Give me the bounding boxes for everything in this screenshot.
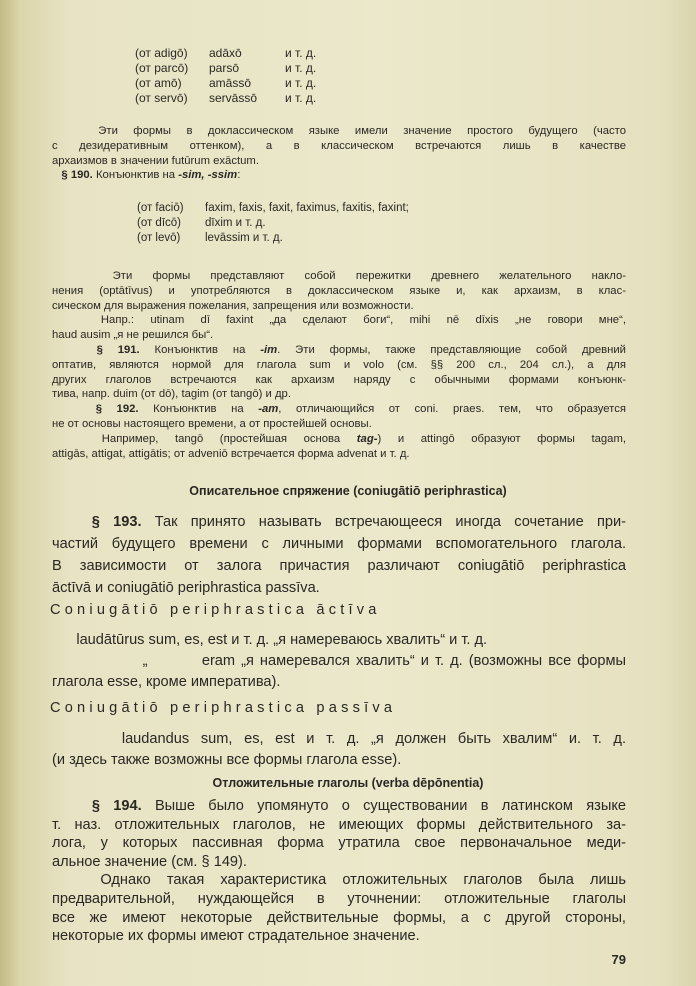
text-segment: тива, напр. duim (от dō), tagim (от tangō) и др. [52,388,291,401]
text-line [52,871,626,890]
text-segment: частий будущего времени с личными формами вспомогательного глагола. [52,536,626,552]
example-src: (от parcō) [135,61,189,75]
text-segment: архаизмов в значении futūrum exāctum. [52,154,259,167]
heading-passiva: Coniugātiō periphrastica passīva [50,700,397,716]
text-line [52,168,626,183]
text-segment: . Эти формы, также представляющие собой древний [277,343,626,356]
example-src: (от servō) [135,91,188,105]
text-segment: т. наз. отложительных глаголов, не имеющих формы действительного за- [52,816,626,833]
text-segment: laudandus sum, es, est и т. д. „я должен быть хвалим“ и. т. д. [52,731,626,747]
paragraph-future-meaning [52,124,626,183]
text-segment: haud ausim „я не решился бы“. [52,329,214,342]
text-line [52,816,626,835]
text-line [52,124,626,139]
example-src: (от adigō) [135,46,188,60]
text-segment: с дезидеративным оттенком), а в классическом встречаются лишь в качестве [52,139,626,152]
section-number: § 190. [52,169,93,182]
text-line [52,387,626,402]
section-number: § 191. [52,343,140,356]
text-segment: Так принято называть встречающееся иногда сочетание при- [141,514,626,530]
heading-deponent: Отложительные глаголы (verba dēpōnentia) [212,776,484,790]
text-segment: Конъюнктив на [138,403,259,416]
example-src: (от dīcō) [137,217,182,229]
text-segment: Например, tangō (простейшая основа [52,432,357,445]
text-line [52,834,626,853]
heading-periphrastic: Описательное спряжение (coniugātiō periphrastica) [189,484,507,498]
example-etc: и т. д. [285,46,317,60]
text-segment: других глаголов встречаются как архаизм наряду с обычными формами конъюнк- [52,373,626,386]
activa-examples [52,630,626,693]
text-line [52,533,626,555]
text-line [52,853,626,872]
text-line [52,358,626,373]
text-segment: āctīvā и coniugātiō periphrastica passīva. [52,580,320,596]
section-number: § 192. [52,403,139,416]
passiva-examples [52,729,626,771]
text-segment: нения (optātīvus) и употребляются в доклассическом языке и, как архаизм, в клас- [52,284,626,297]
example-src: (от levō) [137,232,181,244]
text-line [52,284,626,299]
text-line [52,139,626,154]
text-segment: не от основы настоящего времени, а от простейшей основы. [52,417,372,430]
example-form: dīxim и т. д. [205,217,266,229]
example-etc: и т. д. [285,91,317,105]
text-segment: Конъюнктив на [139,343,261,356]
paragraph-193 [52,511,626,599]
example-form: parsō [209,61,240,75]
text-line [52,447,626,462]
text-line [52,402,626,417]
text-line [52,299,626,314]
text-line [52,890,626,909]
text-segment: (и здесь также возможны все формы глагола esse). [52,752,402,768]
text-line [52,750,626,771]
paragraph-optative [52,269,626,461]
text-line [52,417,626,432]
text-segment: все же имеют некоторые действительные формы, а с другой стороны, [52,909,626,926]
text-line [52,909,626,928]
example-etc: и т. д. [285,76,317,90]
text-line [52,577,626,599]
text-segment: -sim, -ssim [178,169,238,182]
example-etc: и т. д. [285,61,317,75]
example-src: (от faciō) [137,202,184,214]
text-line [52,651,626,672]
text-segment: оптатив, являются нормой для глагола sum и volo (см. §§ 200 сл., 204 сл.), а для [52,358,626,371]
text-segment: Конъюнктив на [92,169,179,182]
text-segment: предварительной, нуждающейся в уточнении: отложительные глаголы [52,890,626,907]
text-line [52,729,626,750]
text-segment: Однако такая характеристика отложительных глаголов была лишь [52,872,626,889]
heading-activa: Coniugātiō periphrastica āctīva [50,602,381,618]
text-line [52,511,626,533]
example-form: faxim, faxis, faxit, faximus, faxitis, faxint; [205,202,409,214]
text-line [52,328,626,343]
text-segment: Выше было упомянуто о существовании в латинском языке [141,798,626,814]
text-segment: attigās, attigat, attigātis; от adveniō встречается форма advenat и т. д. [52,447,410,460]
example-src: (от amō) [135,76,182,90]
text-line [52,927,626,946]
subjunctive-sim-examples [137,201,409,246]
text-line [52,313,626,328]
text-segment: , отличающийся от coni. praes. тем, что образуется [278,403,626,416]
page-number: 79 [611,952,626,967]
text-segment: глагола esse, кроме императива). [52,674,281,690]
text-line [52,555,626,577]
text-segment: Эти формы в доклассическом языке имели значение простого будущего (часто [52,125,626,137]
text-segment: tag- [356,432,378,445]
example-form: amāssō [209,76,252,90]
future-perfect-examples [135,46,316,106]
text-segment: -im [260,343,278,356]
text-segment: ) и attingō образуют формы tagam, [377,432,626,445]
text-segment: лога, у которых пассивная форма утратила свое первоначальное меди- [52,835,626,852]
text-line [52,154,626,169]
text-segment: Напр.: utinam dī faxint „да сделают боги“, mihi nē dīxis „не говори мне“, [52,314,626,327]
text-segment: В зависимости от залога причастия различают coniugātiō periphrastica [52,558,626,574]
example-form: adāxō [209,46,242,60]
text-segment: Эти формы представляют собой пережитки древнего желательного накло- [52,270,626,282]
section-number: § 194. [52,798,142,814]
text-segment: : [237,169,241,182]
paragraph-194 [52,797,626,946]
text-line [52,269,626,284]
text-segment: некоторые их формы имеют страдательное значение. [52,928,420,945]
text-segment: сическом для выражения пожелания, запрещения или возможности. [52,299,414,312]
text-line [52,672,626,693]
text-line [52,432,626,447]
example-form: levāssim и т. д. [205,232,283,244]
text-line [52,797,626,816]
text-line [52,630,626,651]
text-segment: альное значение (см. § 149). [52,853,247,870]
example-form: servāssō [209,91,258,105]
text-line [52,373,626,388]
section-number: § 193. [52,514,142,530]
text-line [52,343,626,358]
text-segment: -am [258,403,279,416]
text-segment: laudātūrus sum, es, est и т. д. „я намереваюсь хвалить“ и т. д. [52,632,488,648]
text-segment: „ eram „я намеревался хвалить“ и т. д. (возможны все формы [52,653,626,669]
